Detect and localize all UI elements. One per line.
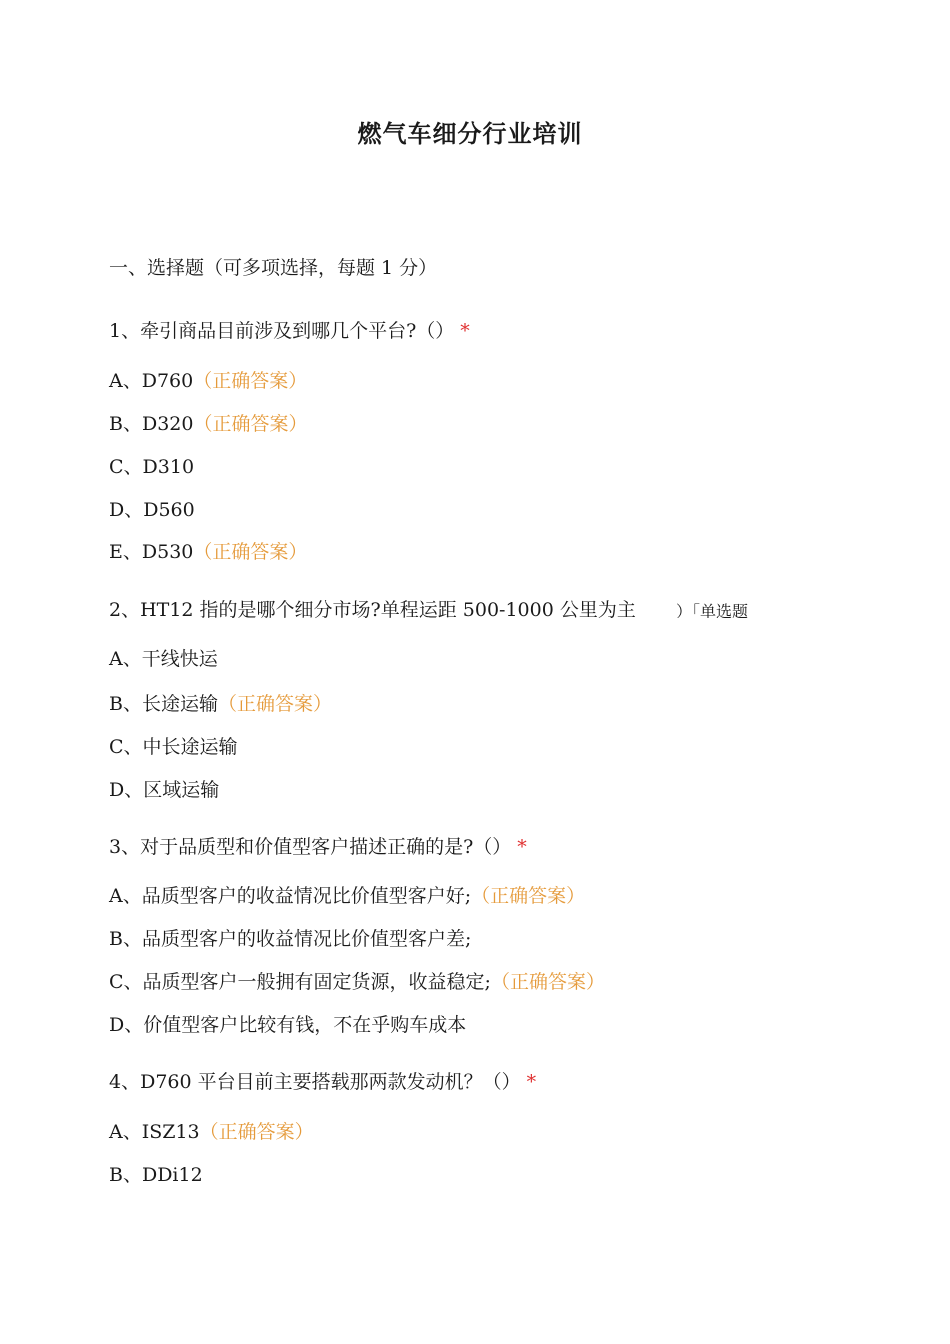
question-text: 2、HT12 指的是哪个细分市场?单程运距 500-1000 公里为主 — [109, 599, 636, 621]
question-text: 4、D760 平台目前主要搭载那两款发动机？（） — [109, 1071, 521, 1093]
question-3 — [109, 833, 527, 861]
q3-option-a — [109, 882, 585, 910]
correct-answer-label: （正确答案） — [199, 1121, 314, 1143]
question-2 — [109, 596, 636, 624]
q1-option-c — [109, 453, 194, 481]
option-text: D、价值型客户比较有钱，不在乎购车成本 — [109, 1014, 467, 1036]
option-text: A、干线快运 — [109, 648, 218, 670]
question-1 — [109, 317, 470, 345]
correct-answer-label: （正确答案） — [490, 971, 605, 993]
required-mark: * — [460, 320, 470, 342]
option-text: B、品质型客户的收益情况比价值型客户差; — [109, 928, 472, 950]
q3-option-d — [109, 1011, 466, 1039]
correct-answer-label: （正确答案） — [217, 693, 332, 715]
option-text: B、长途运输 — [109, 693, 218, 715]
q2-option-c — [109, 733, 238, 761]
question-text: 3、对于品质型和价值型客户描述正确的是?（） — [109, 836, 512, 858]
question-type-label: ）「单选题 — [676, 602, 749, 618]
q3-option-b — [109, 925, 471, 953]
option-text: C、D310 — [109, 456, 195, 478]
correct-answer-label: （正确答案） — [193, 370, 308, 392]
question-text: 1、牵引商品目前涉及到哪几个平台?（） — [109, 320, 455, 342]
option-text: E、D530 — [109, 541, 194, 563]
q1-option-b — [109, 410, 307, 438]
q3-option-c — [109, 968, 605, 996]
option-text: A、品质型客户的收益情况比价值型客户好; — [109, 885, 472, 907]
option-text: C、中长途运输 — [109, 736, 238, 758]
option-text: A、D760 — [109, 370, 194, 392]
q2-option-b — [109, 690, 332, 718]
q2-option-d — [109, 776, 219, 804]
option-text: A、ISZ13 — [109, 1121, 200, 1143]
option-text: B、D320 — [109, 413, 194, 435]
option-text: D、区域运输 — [109, 779, 220, 801]
q1-option-a — [109, 367, 307, 395]
correct-answer-label: （正确答案） — [193, 413, 308, 435]
required-mark: * — [517, 836, 527, 858]
q1-option-e — [109, 538, 307, 566]
document-title: 燃气车细分行业培训 — [357, 120, 583, 148]
q4-option-a — [109, 1118, 314, 1146]
correct-answer-label: （正确答案） — [471, 885, 586, 907]
option-text: D、D560 — [109, 499, 195, 521]
q1-option-d — [109, 496, 195, 524]
q4-option-b — [109, 1161, 203, 1189]
section-heading: 一、选择题（可多项选择，每题 1 分） — [109, 257, 438, 279]
correct-answer-label: （正确答案） — [193, 541, 308, 563]
question-4 — [109, 1068, 536, 1096]
q2-option-a — [109, 645, 218, 673]
required-mark: * — [526, 1071, 537, 1093]
option-text: C、品质型客户一般拥有固定货源，收益稳定; — [109, 971, 491, 993]
option-text: B、DDi12 — [109, 1164, 203, 1186]
